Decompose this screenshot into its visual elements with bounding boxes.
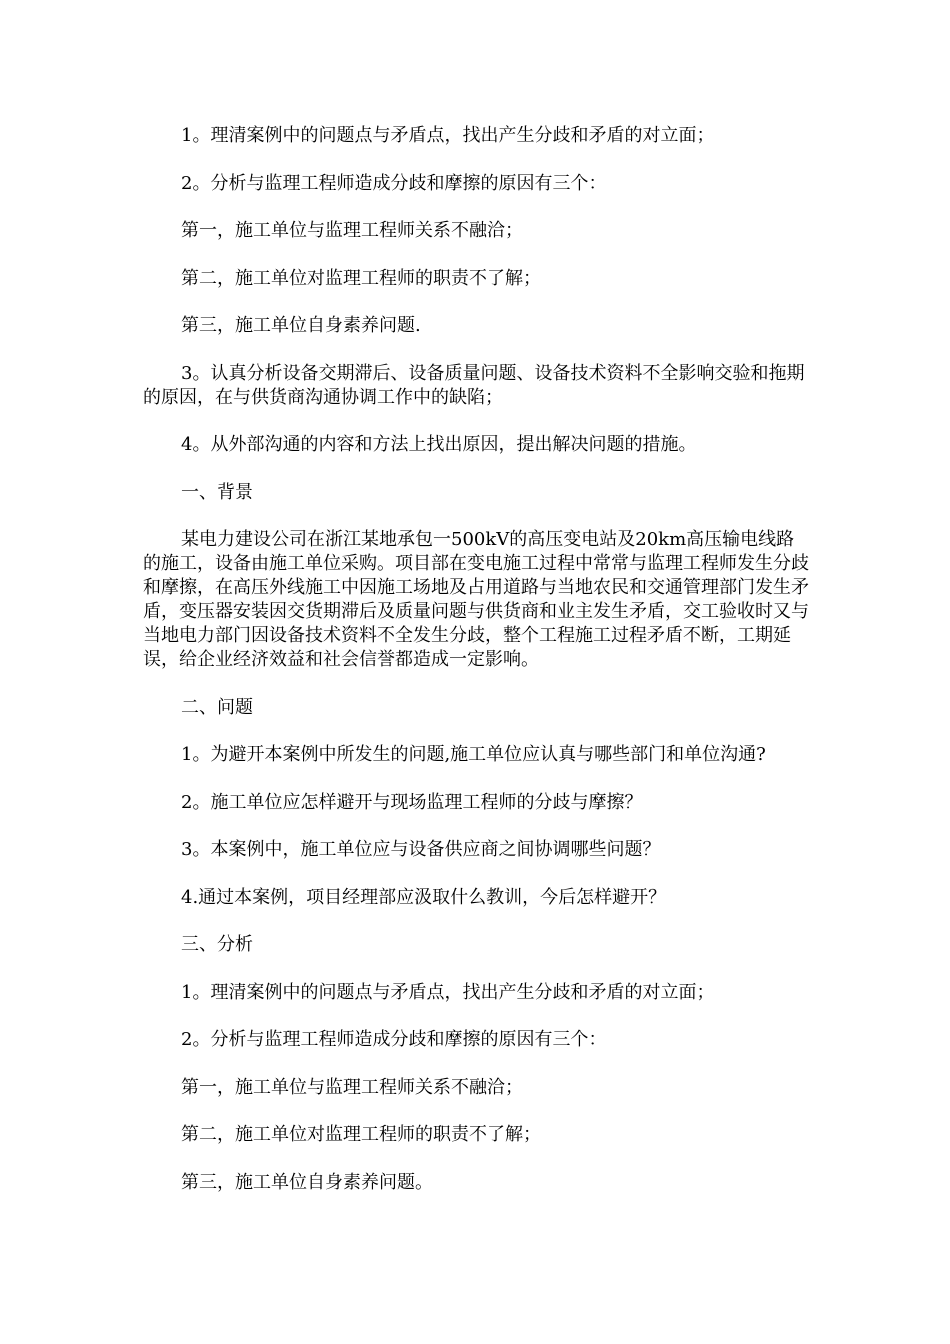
analysis-2: 2。分析与监理工程师造成分歧和摩擦的原因有三个：	[181, 1029, 607, 1050]
section-heading-questions: 二、问题	[181, 696, 253, 718]
document-body	[143, 124, 811, 1218]
question-3: 3。本案例中，施工单位应与设备供应商之间协调哪些问题？	[181, 839, 661, 860]
paragraph-5: 第三，施工单位自身素养问题.	[181, 315, 421, 336]
paragraph-1: 1。理清案例中的问题点与矛盾点，找出产生分歧和矛盾的对立面；	[181, 125, 715, 146]
analysis-3: 第一，施工单位与监理工程师关系不融洽；	[181, 1076, 523, 1098]
paragraph-7: 4。从外部沟通的内容和方法上找出原因，提出解决问题的措施。	[181, 434, 697, 455]
analysis-5: 第三，施工单位自身素养问题。	[181, 1171, 433, 1193]
analysis-1: 1。理清案例中的问题点与矛盾点，找出产生分歧和矛盾的对立面；	[181, 981, 715, 1003]
question-1: 1。为避开本案例中所发生的问题,施工单位应认真与哪些部门和单位沟通?	[181, 744, 766, 765]
paragraph-background: 某电力建设公司在浙江某地承包一500kV的高压变电站及20km高压输电线路的施工，设备由施工单位采购。项目部在变电施工过程中常常与监理工程师发生分歧和摩擦，在高压外线施工中因施工场地及占用道路与当地农民和交通管理部门发生矛盾，变压器安装因交货期滞后及质量问题与供货商和业主发生矛盾，交工验收时又与当地电力部门因设备技术资料不全发生分歧，整个工程施工过程矛盾不断，工期延误，给企业经济效益和社会信誉都造成一定影响。	[143, 529, 809, 670]
paragraph-3: 第一，施工单位与监理工程师关系不融洽；	[181, 220, 523, 241]
section-heading-analysis: 三、分析	[181, 934, 253, 955]
section-heading-background: 一、背景	[181, 481, 253, 503]
paragraph-6: 3。认真分析设备交期滞后、设备质量问题、设备技术资料不全影响交验和拖期的原因，在与供货商沟通协调工作中的缺陷；	[143, 362, 805, 408]
question-4: 4.通过本案例，项目经理部应汲取什么教训，今后怎样避开？	[181, 886, 667, 908]
paragraph-2: 2。分析与监理工程师造成分歧和摩擦的原因有三个：	[181, 172, 607, 194]
paragraph-4: 第二，施工单位对监理工程师的职责不了解；	[181, 267, 541, 289]
question-2: 2。施工单位应怎样避开与现场监理工程师的分歧与摩擦？	[181, 791, 643, 813]
analysis-4: 第二，施工单位对监理工程师的职责不了解；	[181, 1124, 541, 1145]
